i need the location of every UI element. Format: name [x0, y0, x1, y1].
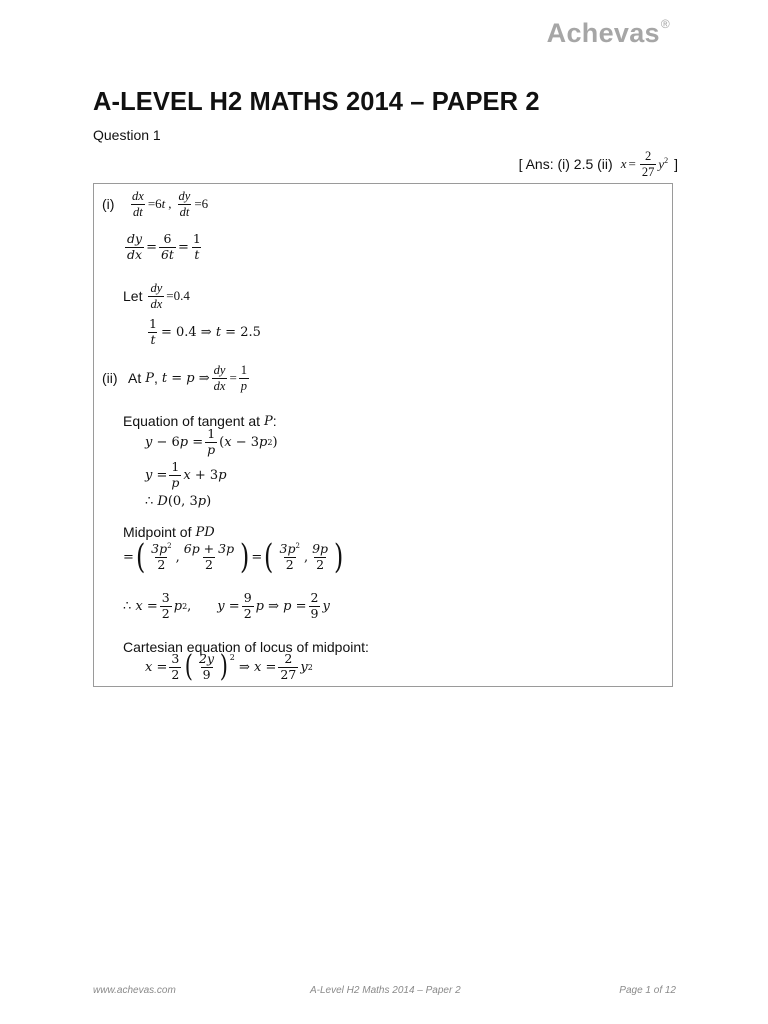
footer-title: A-Level H2 Maths 2014 – Paper 2: [310, 985, 461, 996]
page-title: A-LEVEL H2 MATHS 2014 – PAPER 2: [93, 88, 540, 116]
part-ii-line: (ii) At P , t = p ⇒ $\frac{dy}{dx}$ = $\frac{1}{p}$: [102, 363, 248, 393]
part-i-label: (i): [102, 196, 115, 212]
midpoint-line: = ( $\frac{3p^2}{2}$ , $\frac{6p + 3p}{2}$ ) = ( $\frac{3p^2}{2}$ , $\frac{9p}{2}$ ): [123, 537, 344, 577]
midpoint-heading: Midpoint of PD: [123, 524, 215, 540]
point-d-line: ∴ D (0, 3 p ): [145, 494, 212, 509]
parametric-line: ∴ x = $\frac{3}{2}$ p 2 , y = $\frac{9}{2}$ p ⇒ p = $\frac{2}{9}$ y: [123, 590, 330, 621]
gradient-line: $\frac{dy}{dx}$ = $\frac{6}{6t}$ = $\frac{1}{t}$: [127, 231, 201, 262]
tangent-line-1: y − 6 p = $\frac{1}{p}$ ( x − 3 p 2 ): [145, 426, 278, 457]
locus-equation: x = $\frac{3}{2}$ ( $\frac{2y}{9}$ ) $^2$ ⇒ x = $\frac{2}{27}$ y 2: [145, 649, 313, 684]
footer-page-number: Page 1 of 12: [619, 985, 676, 996]
tangent-heading: Equation of tangent at P :: [123, 413, 277, 429]
part-ii-label: (ii): [102, 370, 118, 386]
locus-heading: Cartesian equation of locus of midpoint:: [123, 639, 369, 655]
tangent-line-2: y = $\frac{1}{p}$ x + 3 p: [145, 459, 227, 490]
answer-line: [ Ans: (i) 2.5 (ii) x = $\frac{2}{27}$ $y^2$ ]: [518, 149, 678, 179]
let-line: Let $\frac{dy}{dx}$ =0.4: [123, 281, 190, 311]
footer-website: www.achevas.com: [93, 985, 176, 996]
solution-box: [93, 183, 673, 687]
question-label: Question 1: [93, 127, 161, 143]
achevas-logo: Achevas®: [546, 17, 670, 48]
t-value-line: $\frac{1}{t}$ = 0.4 ⇒ t = 2.5: [149, 316, 261, 347]
derivatives-line: (i) $\frac{dx}{dt}$ =6 t , $\frac{dy}{dt}$ =6: [102, 189, 209, 219]
